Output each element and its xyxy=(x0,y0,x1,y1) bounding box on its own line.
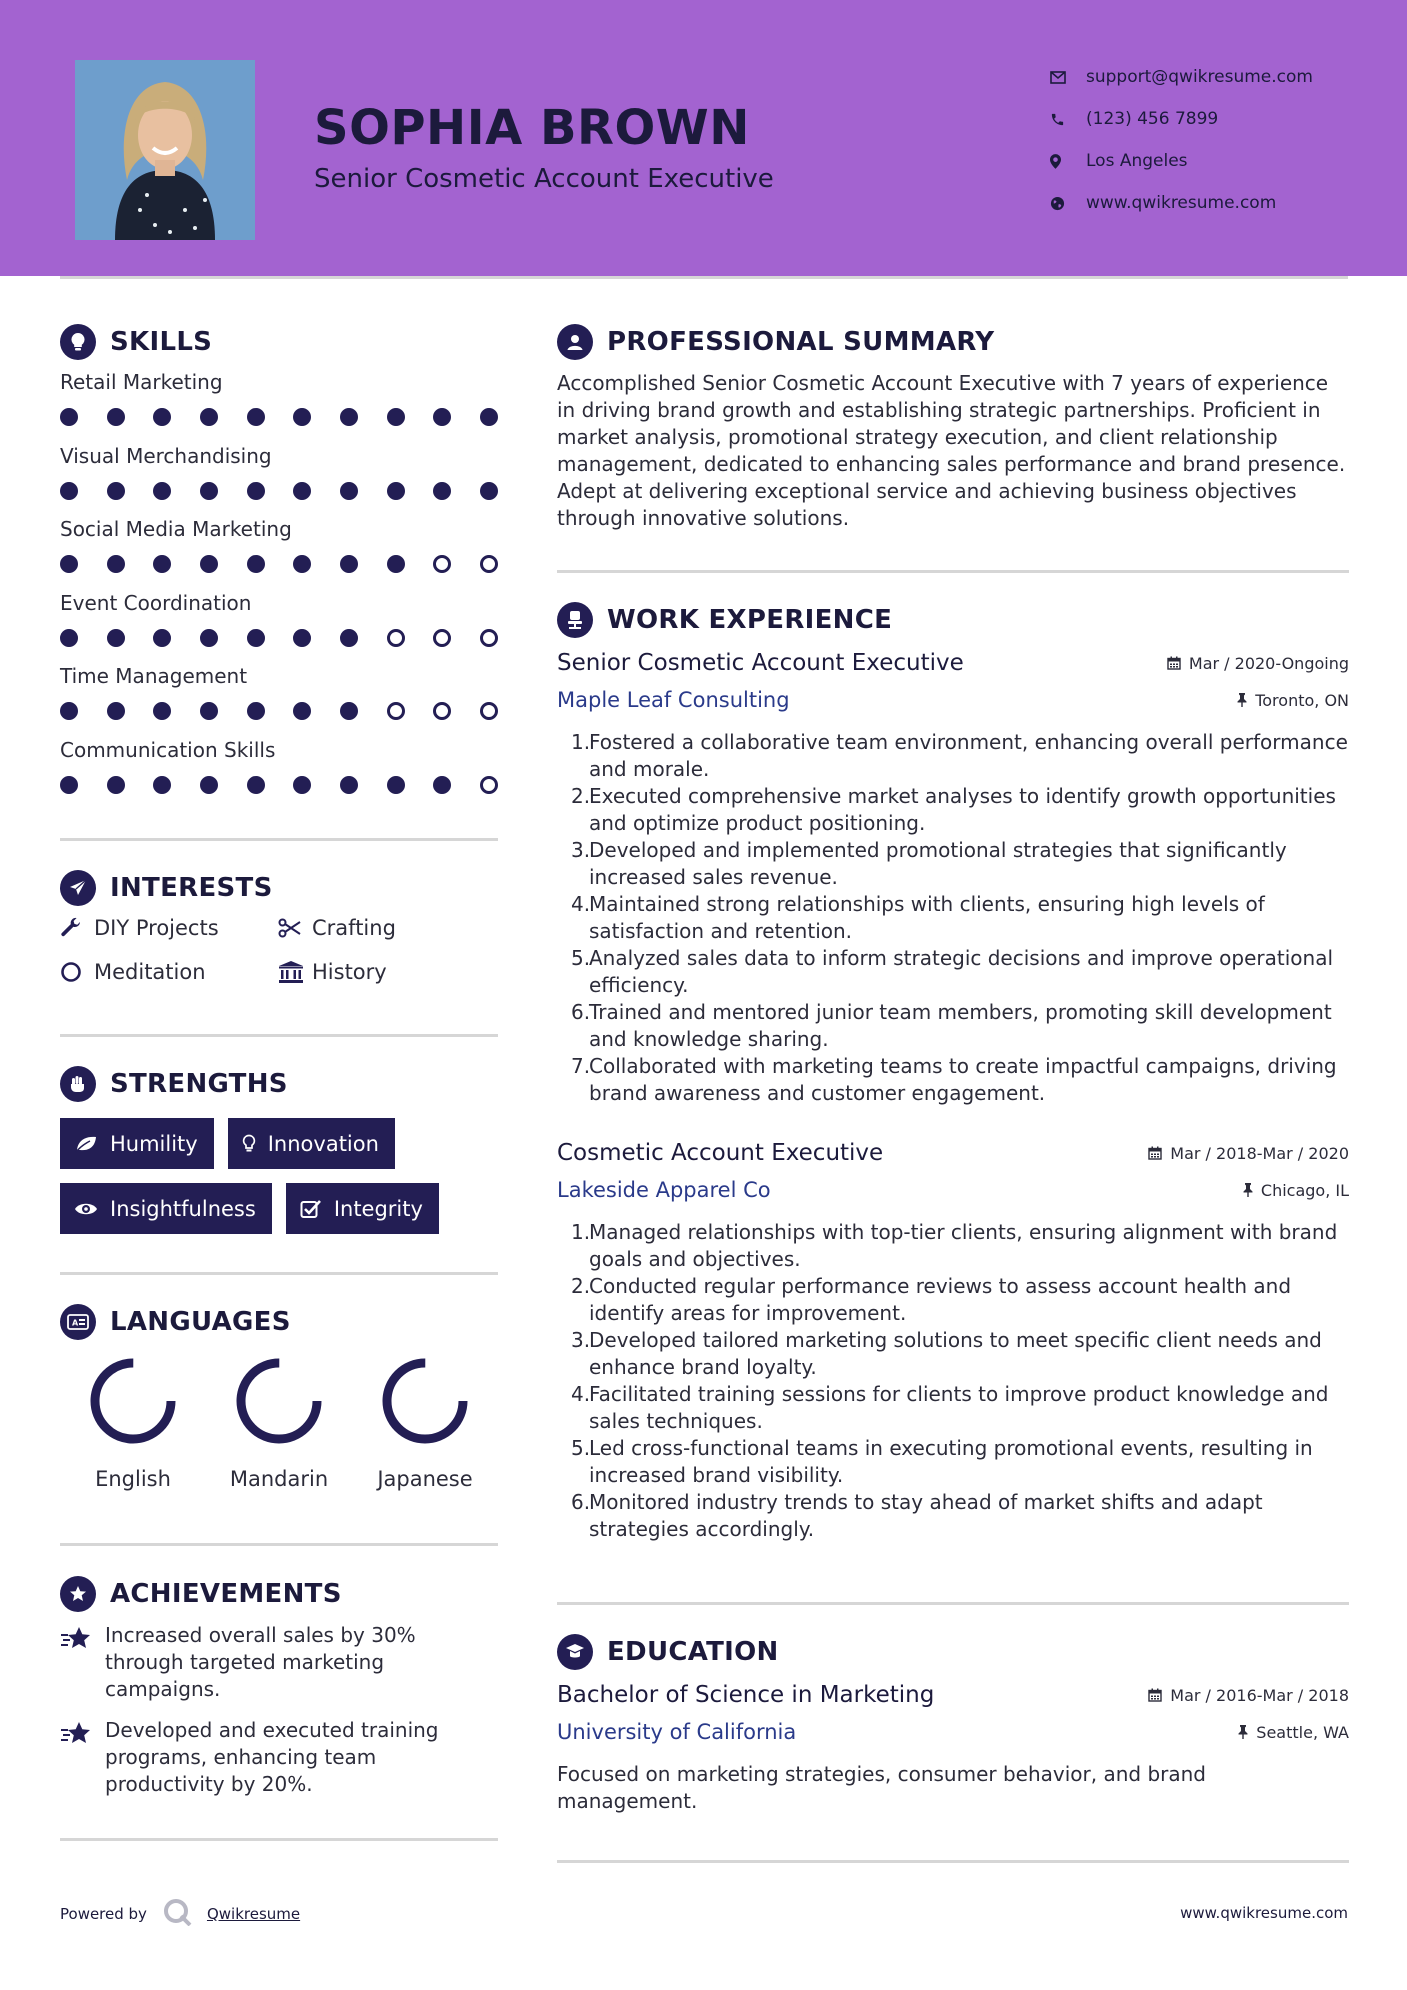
pushpin-icon xyxy=(1243,1183,1253,1197)
interest-item: DIY Projects xyxy=(60,916,278,940)
contact-website[interactable] xyxy=(1050,182,1313,224)
phone-text: (123) 456 7899 xyxy=(1086,109,1219,129)
header xyxy=(0,0,1407,276)
header-divider xyxy=(60,276,1348,279)
rating-dot-filled xyxy=(153,702,171,720)
rating-dot-filled xyxy=(293,482,311,500)
skill-item xyxy=(60,591,500,665)
responsibility-item: 2. Conducted regular performance reviews to assess account health and identify areas for improvement. xyxy=(571,1274,1292,1325)
language-gauge xyxy=(87,1355,179,1447)
language-level-arc xyxy=(241,1363,317,1439)
pushpin-icon xyxy=(1238,1725,1248,1739)
language-name: English xyxy=(95,1467,171,1491)
skill-name: Social Media Marketing xyxy=(60,517,292,541)
responsibility-item: 3. Developed tailored marketing solutions to meet specific client needs and enhance brand loyalty. xyxy=(571,1328,1322,1379)
education-heading: EDUCATION xyxy=(557,1634,779,1670)
rating-dot-filled xyxy=(247,482,265,500)
language-name: Mandarin xyxy=(229,1467,329,1491)
achievement-text: Developed and executed training programs, enhancing team productivity by 20%. xyxy=(105,1718,439,1796)
museum-icon xyxy=(278,960,312,984)
rating-dot-empty xyxy=(480,702,498,720)
responsibility-item: 3. Developed and implemented promotional strategies that significantly increased sales revenue. xyxy=(571,838,1287,889)
rating-dot-filled xyxy=(200,629,218,647)
interest-item: Meditation xyxy=(60,960,278,984)
rating-dot-filled xyxy=(153,482,171,500)
envelope-icon xyxy=(1050,71,1086,84)
language-level-arc xyxy=(387,1363,463,1439)
email-text: support@qwikresume.com xyxy=(1086,67,1313,87)
skill-item xyxy=(60,517,500,591)
rating-dot-filled xyxy=(153,776,171,794)
rating-dot-filled xyxy=(293,776,311,794)
leaf-icon xyxy=(74,1135,98,1153)
profile-photo xyxy=(75,60,255,240)
rating-dot-empty xyxy=(480,776,498,794)
responsibility-item: 2. Executed comprehensive market analyses to identify growth opportunities and optimize product positioning. xyxy=(571,784,1336,835)
rating-dot-filled xyxy=(480,482,498,500)
wrench-icon xyxy=(60,917,94,939)
divider xyxy=(557,1602,1349,1605)
rating-dot-filled xyxy=(200,702,218,720)
rating-dot-filled xyxy=(60,555,78,573)
divider xyxy=(60,1838,498,1841)
rating-dot-filled xyxy=(340,629,358,647)
responsibility-item: 6. Monitored industry trends to stay ahead of market shifts and adapt strategies accordingly. xyxy=(571,1490,1263,1541)
achievement-text: Increased overall sales by 30% through targeted marketing campaigns. xyxy=(105,1623,416,1701)
language-gauge xyxy=(233,1355,325,1447)
divider xyxy=(60,838,498,841)
rating-dot-filled xyxy=(60,702,78,720)
skill-name: Time Management xyxy=(60,664,248,688)
skill-rating xyxy=(60,629,498,647)
job-title: Senior Cosmetic Account Executive xyxy=(557,650,964,676)
divider xyxy=(60,1034,498,1037)
skill-name: Visual Merchandising xyxy=(60,443,272,468)
rating-dot-filled xyxy=(340,555,358,573)
divider xyxy=(60,1272,498,1275)
rating-dot-filled xyxy=(340,482,358,500)
rating-dot-filled xyxy=(293,702,311,720)
skills-heading: SKILLS xyxy=(60,324,212,360)
summary-text: Accomplished Senior Cosmetic Account Executive with 7 years of experience in driving brand growth and establishing strategic partnerships. Proficient in market analysis, promotional strategy execution, and client relationship management, dedicated to enhancing sales performance and brand presence. Adept at delivering exceptional service and achieving business objectives through innovative solutions. xyxy=(557,371,1346,530)
phone-icon xyxy=(1050,112,1086,127)
skill-item xyxy=(60,738,500,812)
education-entry xyxy=(557,1680,1349,1815)
qwikresume-logo-icon xyxy=(163,1898,193,1930)
language-item xyxy=(206,1355,352,1491)
job-title: Cosmetic Account Executive xyxy=(557,1140,884,1166)
achievements-list xyxy=(60,1622,500,1812)
achievement-item xyxy=(60,1622,500,1703)
interests-list xyxy=(60,916,500,984)
globe-icon xyxy=(1050,196,1086,211)
rating-dot-filled xyxy=(293,408,311,426)
rating-dot-filled xyxy=(340,702,358,720)
school-name: University of California xyxy=(557,1720,797,1744)
circle-icon xyxy=(60,961,94,983)
lightbulb-icon xyxy=(60,324,96,360)
job-date: Mar / 2020-Ongoing xyxy=(1167,654,1349,673)
rating-dot-empty xyxy=(480,555,498,573)
interest-item: Crafting xyxy=(278,916,478,940)
rating-dot-filled xyxy=(293,555,311,573)
skill-rating xyxy=(60,408,498,426)
rating-dot-filled xyxy=(387,482,405,500)
rating-dot-empty xyxy=(480,629,498,647)
strength-badge: Innovation xyxy=(228,1118,395,1169)
footer-powered-by: Powered by Qwikresume xyxy=(60,1898,300,1930)
rating-dot-filled xyxy=(200,555,218,573)
rating-dot-filled xyxy=(153,408,171,426)
summary-heading: PROFESSIONAL SUMMARY xyxy=(557,324,994,360)
rating-dot-filled xyxy=(200,408,218,426)
skill-name: Retail Marketing xyxy=(60,370,223,394)
scissors-icon xyxy=(278,918,312,938)
contact-info xyxy=(1050,56,1313,224)
rating-dot-filled xyxy=(247,776,265,794)
skill-rating xyxy=(60,776,498,794)
candidate-title: Senior Cosmetic Account Executive xyxy=(314,164,774,194)
fist-icon xyxy=(60,1066,96,1102)
rating-dot-empty xyxy=(433,702,451,720)
languages-list xyxy=(60,1355,500,1491)
interests-heading: INTERESTS xyxy=(60,870,273,906)
divider xyxy=(557,1860,1349,1863)
rating-dot-filled xyxy=(60,482,78,500)
strength-badge: Humility xyxy=(60,1118,214,1169)
language-gauge xyxy=(379,1355,471,1447)
rating-dot-filled xyxy=(60,776,78,794)
job-location: Toronto, ON xyxy=(1237,691,1349,710)
rating-dot-filled xyxy=(433,482,451,500)
job-responsibilities xyxy=(557,729,1349,1107)
language-name: Japanese xyxy=(377,1467,473,1491)
skill-name: Communication Skills xyxy=(60,737,276,762)
responsibility-item: 4. Maintained strong relationships with clients, ensuring high levels of satisfaction and retention. xyxy=(571,892,1265,943)
rating-dot-filled xyxy=(153,555,171,573)
calendar-icon xyxy=(1148,1688,1162,1702)
location-text: Los Angeles xyxy=(1086,151,1188,171)
achievement-item xyxy=(60,1717,500,1798)
calendar-icon xyxy=(1148,1146,1162,1160)
company-name: Maple Leaf Consulting xyxy=(557,688,790,712)
map-pin-icon xyxy=(1050,154,1086,169)
rating-dot-filled xyxy=(433,408,451,426)
skill-rating xyxy=(60,555,498,573)
pushpin-icon xyxy=(1237,693,1247,707)
website-text: www.qwikresume.com xyxy=(1086,193,1277,213)
rating-dot-filled xyxy=(387,408,405,426)
rating-dot-filled xyxy=(340,408,358,426)
graduate-icon xyxy=(557,1634,593,1670)
job-date: Mar / 2018-Mar / 2020 xyxy=(1148,1144,1349,1163)
divider xyxy=(60,1543,498,1546)
rating-dot-filled xyxy=(107,555,125,573)
rating-dot-filled xyxy=(247,629,265,647)
office-chair-icon xyxy=(557,602,593,638)
skill-rating xyxy=(60,702,498,720)
responsibility-item: 4. Facilitated training sessions for clients to improve product knowledge and sales techniques. xyxy=(571,1382,1329,1433)
paper-plane-icon xyxy=(60,870,96,906)
eye-icon xyxy=(74,1201,98,1217)
rating-dot-filled xyxy=(247,408,265,426)
strength-badge: Insightfulness xyxy=(60,1183,272,1234)
achievements-heading: ACHIEVEMENTS xyxy=(60,1576,342,1612)
rating-dot-filled xyxy=(387,555,405,573)
interest-item: History xyxy=(278,960,478,984)
rating-dot-filled xyxy=(247,555,265,573)
rating-dot-filled xyxy=(480,408,498,426)
footer-website[interactable]: www.qwikresume.com xyxy=(1180,1904,1348,1922)
skill-name: Event Coordination xyxy=(60,590,252,615)
skill-rating xyxy=(60,482,498,500)
responsibility-item: 5. Led cross-functional teams in executing promotional events, resulting in increased brand visibility. xyxy=(571,1436,1313,1487)
company-name: Lakeside Apparel Co xyxy=(557,1178,771,1202)
rating-dot-filled xyxy=(293,629,311,647)
education-date: Mar / 2016-Mar / 2018 xyxy=(1148,1686,1349,1705)
rating-dot-filled xyxy=(340,776,358,794)
checkbox-icon xyxy=(300,1199,322,1219)
rating-dot-filled xyxy=(153,629,171,647)
contact-location xyxy=(1050,140,1313,182)
job-entry xyxy=(557,1138,1349,1543)
strength-badge: Integrity xyxy=(286,1183,439,1234)
star-icon xyxy=(60,1717,105,1798)
rating-dot-filled xyxy=(107,702,125,720)
rating-dot-filled xyxy=(107,776,125,794)
education-description: Focused on marketing strategies, consumer behavior, and brand management. xyxy=(557,1762,1206,1813)
user-icon xyxy=(557,324,593,360)
qwikresume-link[interactable]: Qwikresume xyxy=(206,1905,301,1923)
svg-text:A: A xyxy=(72,1318,79,1328)
rating-dot-empty xyxy=(433,555,451,573)
skill-item xyxy=(60,370,500,444)
responsibility-item: 7. Collaborated with marketing teams to create impactful campaigns, driving brand awareness and customer engagement. xyxy=(571,1054,1337,1105)
skill-item xyxy=(60,664,500,738)
calendar-icon xyxy=(1167,656,1181,670)
responsibility-item: 6. Trained and mentored junior team members, promoting skill development and knowledge sharing. xyxy=(571,1000,1332,1051)
responsibility-item: 5. Analyzed sales data to inform strategic decisions and improve operational efficiency. xyxy=(571,946,1334,997)
rating-dot-filled xyxy=(107,629,125,647)
education-location: Seattle, WA xyxy=(1238,1723,1349,1742)
skill-item xyxy=(60,444,500,518)
candidate-name: SOPHIA BROWN xyxy=(314,100,750,156)
rating-dot-filled xyxy=(60,408,78,426)
rating-dot-filled xyxy=(107,482,125,500)
strengths-heading: STRENGTHS xyxy=(60,1066,288,1102)
star-icon xyxy=(60,1622,105,1703)
lightbulb-icon xyxy=(242,1134,256,1154)
responsibility-item: 1. Managed relationships with top-tier clients, ensuring alignment with brand goals and objectives. xyxy=(571,1220,1338,1271)
experience-heading: WORK EXPERIENCE xyxy=(557,602,892,638)
id-card-icon xyxy=(60,1304,96,1340)
rating-dot-empty xyxy=(387,702,405,720)
divider xyxy=(557,570,1349,573)
responsibility-item: 1. Fostered a collaborative team environment, enhancing overall performance and morale. xyxy=(571,730,1348,781)
rating-dot-filled xyxy=(387,776,405,794)
job-entry xyxy=(557,648,1349,1107)
contact-email[interactable] xyxy=(1050,56,1313,98)
rating-dot-empty xyxy=(433,629,451,647)
language-level-arc xyxy=(95,1363,171,1439)
job-responsibilities xyxy=(557,1219,1349,1543)
job-location: Chicago, IL xyxy=(1243,1181,1349,1200)
star-badge-icon xyxy=(60,1576,96,1612)
rating-dot-filled xyxy=(107,408,125,426)
rating-dot-empty xyxy=(387,629,405,647)
languages-heading: A LANGUAGES xyxy=(60,1304,291,1340)
rating-dot-filled xyxy=(433,776,451,794)
language-item xyxy=(352,1355,498,1491)
degree-title: Bachelor of Science in Marketing xyxy=(557,1682,935,1708)
rating-dot-filled xyxy=(247,702,265,720)
strengths-list xyxy=(60,1118,500,1234)
rating-dot-filled xyxy=(200,482,218,500)
skills-list xyxy=(60,370,500,811)
rating-dot-filled xyxy=(200,776,218,794)
language-item xyxy=(60,1355,206,1491)
rating-dot-filled xyxy=(60,629,78,647)
contact-phone[interactable] xyxy=(1050,98,1313,140)
